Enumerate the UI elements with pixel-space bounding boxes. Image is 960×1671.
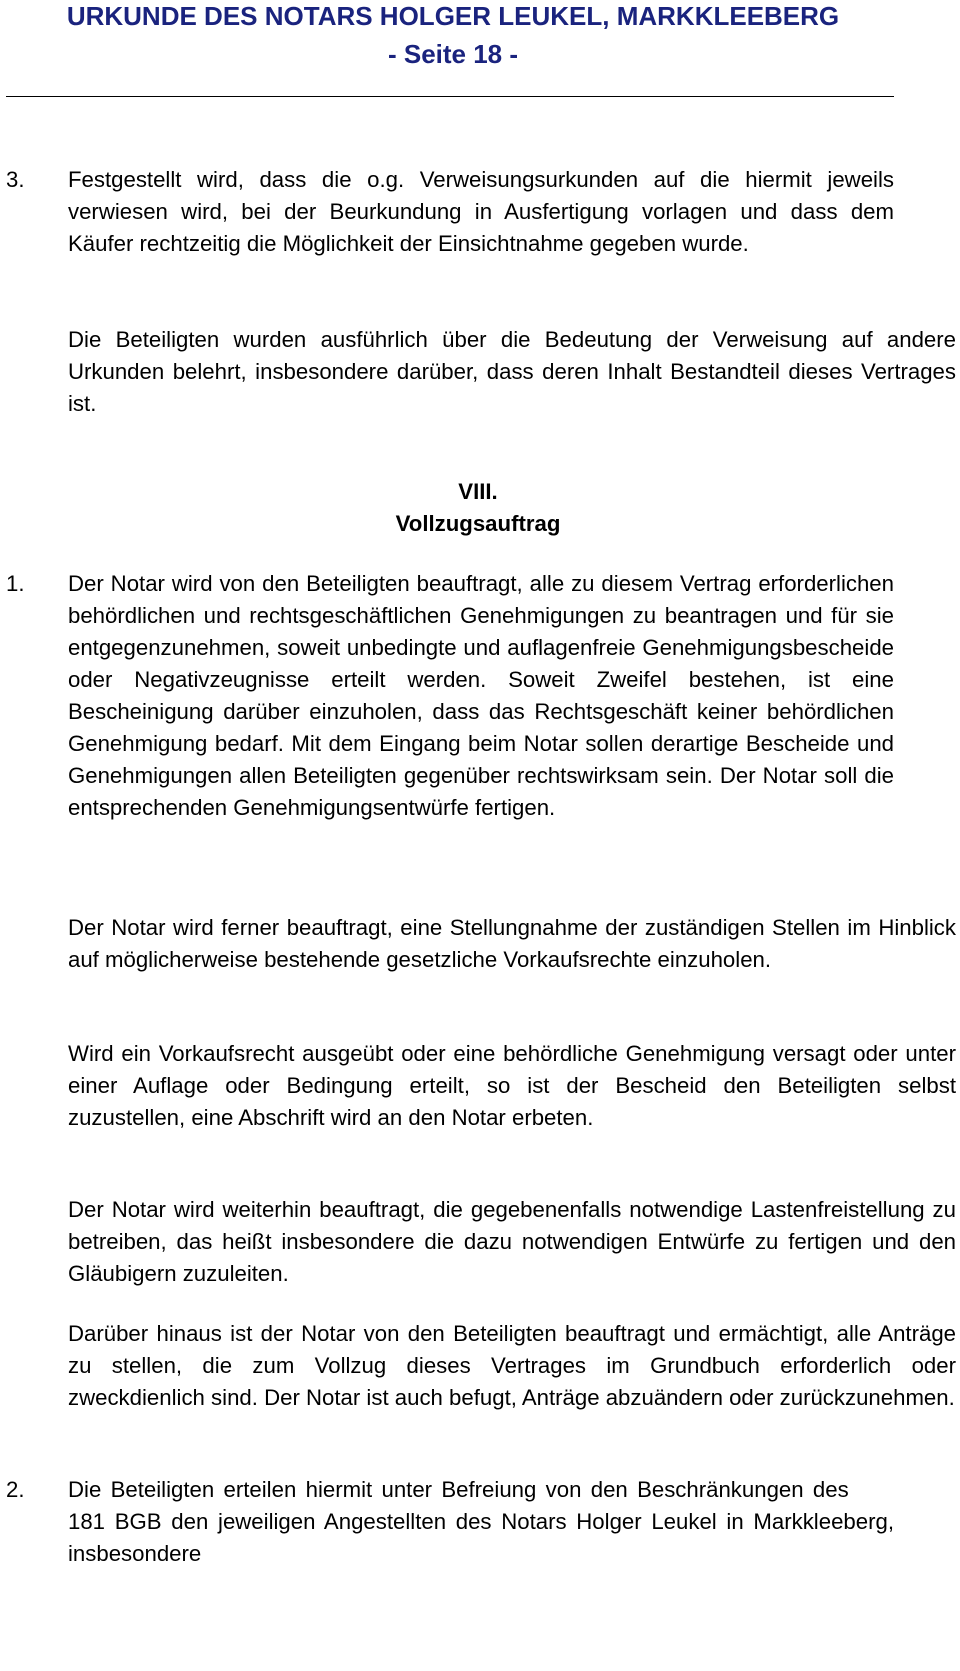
header-divider: [6, 96, 894, 97]
item-1-paragraph-5: Darüber hinaus ist der Notar von den Beteiligten beauftragt und ermächtigt, alle Anträge zu stellen, die zum Vollzug dieses Vertrages im Grundbuch erforderlich oder zweckdienlich sind. Der Notar ist auch befugt, Anträge abzuändern oder zurückzunehmen.: [68, 1321, 956, 1410]
page-number: - Seite 18 -: [387, 39, 519, 69]
section-title: Vollzugsauftrag: [395, 511, 561, 536]
item-1: [6, 568, 894, 824]
item-3: [6, 164, 894, 260]
item-2-number: 2.: [6, 1477, 25, 1502]
item-1-paragraph-4: Der Notar wird weiterhin beauftragt, die gegebenenfalls notwendige Lastenfreistellung zu betreiben, das heißt insbesondere die dazu notwendigen Entwürfe zu fertigen und den Gläubigern zuzuleiten.: [68, 1197, 956, 1286]
item-3-number: 3.: [6, 167, 25, 192]
item-1-number: 1.: [6, 571, 25, 596]
item-2: [6, 1474, 894, 1570]
item-3-text: Festgestellt wird, dass die o.g. Verweisungsurkunden auf die hiermit jeweils verwiesen wird, bei der Beurkundung in Ausfertigung vorlagen und dass dem Käufer rechtzeitig die Möglichkeit der Einsichtnahme gegeben wurde.: [68, 167, 894, 256]
section-numeral: VIII.: [458, 479, 498, 504]
item-1-paragraph-3: Wird ein Vorkaufsrecht ausgeübt oder eine behördliche Genehmigung versagt oder unter einer Auflage oder Bedingung erteilt, so ist der Bescheid den Beteiligten selbst zuzustellen, eine Abschrift wird an den Notar erbeten.: [68, 1041, 956, 1130]
document-header-title: URKUNDE DES NOTARS HOLGER LEUKEL, MARKKLEEBERG: [66, 1, 840, 31]
item-2-text-before: Die Beteiligten erteilen hiermit unter Befreiung von den Beschränkungen des: [68, 1477, 849, 1502]
item-1-paragraph-2: Der Notar wird ferner beauftragt, eine Stellungnahme der zuständigen Stellen im Hinblick auf möglicherweise bestehende gesetzliche Vorkaufsrechte einzuholen.: [68, 915, 956, 972]
item-3-paragraph-2: Die Beteiligten wurden ausführlich über die Bedeutung der Verweisung auf andere Urkunden belehrt, insbesondere darüber, dass deren Inhalt Bestandteil dieses Vertrages ist.: [68, 327, 956, 416]
item-2-text: [68, 1474, 894, 1570]
item-1-text: Der Notar wird von den Beteiligten beauftragt, alle zu diesem Vertrag erforderlichen behördlichen und rechtsgeschäftlichen Genehmigungen zu beantragen und für sie entgegenzunehmen, soweit unbedingte und auflagenfreie Genehmigungsbescheide oder Negativzeugnisse erteilt werden. Soweit Zweifel bestehen, ist eine Bescheinigung darüber einzuholen, dass das Rechtsgeschäft keiner behördlichen Genehmigung bedarf. Mit dem Eingang beim Notar sollen derartige Bescheide und Genehmigungen allen Beteiligten gegenüber rechtswirksam sein. Der Notar soll die entsprechenden Genehmigungsentwürfe fertigen.: [68, 571, 894, 820]
item-2-text-after: 181 BGB den jeweiligen Angestellten des Notars Holger Leukel in Markkleeberg, insbesondere: [68, 1509, 894, 1566]
